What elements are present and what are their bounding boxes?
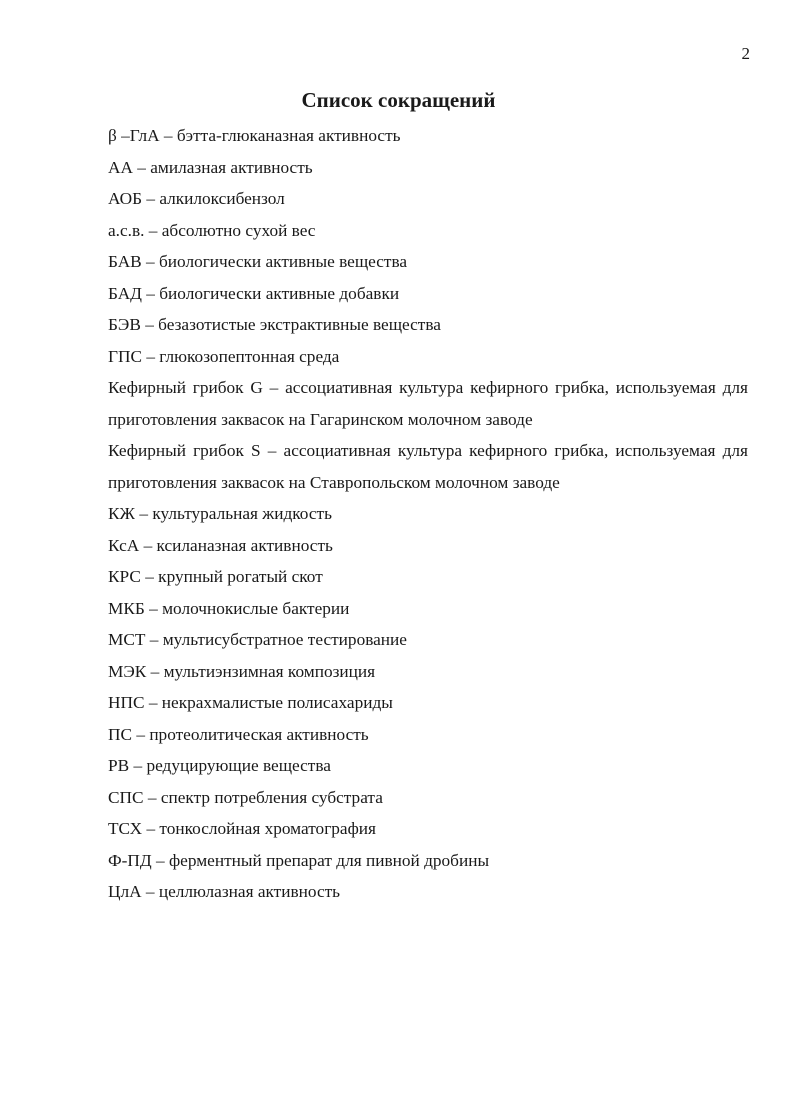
dash-separator: – — [146, 283, 155, 303]
abbreviation-entry — [108, 561, 748, 593]
dash-separator: – — [146, 819, 156, 838]
dash-separator: – — [145, 315, 154, 334]
dash-separator: – — [146, 189, 155, 208]
dash-separator: – — [267, 441, 277, 460]
abbreviation-entry — [108, 687, 748, 719]
dash-separator: – — [146, 252, 155, 271]
dash-separator: – — [147, 787, 157, 807]
abbreviation-entry — [108, 498, 748, 530]
abbreviation-definition: ксиланазная активность — [156, 535, 333, 555]
dash-separator: – — [148, 693, 158, 712]
abbreviation-term: БАВ — [108, 252, 142, 271]
abbreviation-term: ПС — [108, 724, 133, 744]
abbreviation-definition: амилазная активность — [150, 157, 313, 177]
abbreviation-definition: целлюлазная активность — [158, 882, 341, 901]
abbreviation-term: КЖ — [108, 504, 136, 523]
abbreviation-term: РВ — [108, 756, 130, 775]
abbreviation-entry — [108, 120, 748, 152]
abbreviation-definition: культуральная жидкость — [152, 504, 332, 523]
abbreviation-definition: ферментный препарат для пивной дробины — [168, 850, 490, 870]
abbreviation-definition: спектр потребления субстрата — [160, 787, 383, 807]
page-title: Список сокращений — [301, 88, 496, 112]
page-number: 2 — [741, 44, 750, 63]
abbreviation-term: КРС — [108, 567, 141, 586]
abbreviation-entry — [108, 813, 748, 845]
abbreviation-definition: тонкослойная хроматография — [159, 819, 376, 838]
dash-separator: – — [150, 661, 160, 681]
abbreviation-entry — [108, 624, 748, 656]
abbreviation-definition: мультисубстратное тестирование — [162, 630, 407, 649]
dash-separator: – — [149, 630, 159, 649]
abbreviation-definition: редуцирующие вещества — [146, 756, 331, 775]
abbreviation-list — [108, 120, 748, 908]
abbreviation-entry — [108, 246, 748, 278]
abbreviation-entry — [108, 782, 748, 814]
abbreviation-term: Кефирный грибок S — [108, 441, 261, 460]
abbreviation-entry — [108, 845, 748, 877]
dash-separator: – — [148, 220, 158, 240]
abbreviation-entry — [108, 876, 748, 908]
abbreviation-definition: биологически активные вещества — [159, 252, 408, 271]
abbreviation-entry — [108, 341, 748, 373]
abbreviation-entry — [108, 215, 748, 247]
abbreviation-term: а.с.в. — [108, 220, 145, 240]
abbreviation-entry — [108, 152, 748, 184]
abbreviation-term: ЦлА — [108, 882, 142, 901]
abbreviation-term: БАД — [108, 283, 142, 303]
dash-separator: – — [145, 882, 155, 901]
abbreviation-entry — [108, 309, 748, 341]
abbreviation-entry — [108, 750, 748, 782]
abbreviation-definition: абсолютно сухой вес — [161, 220, 316, 240]
abbreviation-term: β –ГлА — [108, 126, 160, 145]
abbreviation-term: ГПС — [108, 346, 142, 366]
abbreviation-entry — [108, 435, 748, 498]
dash-separator: – — [145, 567, 154, 586]
abbreviation-entry — [108, 278, 748, 310]
abbreviation-definition: безазотистые экстрактивные вещества — [158, 315, 441, 334]
dash-separator: – — [163, 126, 173, 145]
abbreviation-definition: молочнокислые бактерии — [162, 598, 350, 618]
abbreviation-definition: некрахмалистые полисахариды — [161, 693, 393, 712]
abbreviation-definition: бэтта-глюканазная активность — [176, 126, 401, 145]
abbreviation-term: МКБ — [108, 598, 145, 618]
abbreviation-definition: крупный рогатый скот — [158, 567, 323, 586]
dash-separator: – — [149, 598, 158, 618]
abbreviation-definition: алкилоксибензол — [159, 189, 285, 208]
dash-separator: – — [146, 346, 155, 366]
abbreviation-term: АА — [108, 157, 133, 177]
abbreviation-definition: биологически активные добавки — [159, 283, 400, 303]
abbreviation-entry — [108, 593, 748, 625]
abbreviation-definition: ассоциативная культура кефирного грибка, используемая для приготовления заквасок на Ставропольском молочном заводе — [108, 441, 748, 492]
abbreviation-term: МЭК — [108, 661, 147, 681]
abbreviation-definition: ассоциативная культура кефирного грибка, используемая для приготовления заквасок на Гагаринском молочном заводе — [108, 378, 748, 429]
abbreviation-entry — [108, 719, 748, 751]
dash-separator: – — [139, 504, 148, 523]
dash-separator: – — [136, 724, 145, 744]
abbreviation-definition: протеолитическая активность — [149, 724, 369, 744]
abbreviation-term: ТСХ — [108, 819, 143, 838]
abbreviation-term: Кефирный грибок G — [108, 378, 263, 397]
abbreviation-term: НПС — [108, 693, 145, 712]
dash-separator: – — [137, 157, 146, 177]
dash-separator: – — [156, 850, 165, 870]
abbreviation-term: СПС — [108, 787, 144, 807]
abbreviation-term: АОБ — [108, 189, 143, 208]
abbreviation-term: КсА — [108, 535, 140, 555]
dash-separator: – — [143, 535, 153, 555]
abbreviation-definition: мультиэнзимная композиция — [163, 661, 376, 681]
abbreviation-term: МСТ — [108, 630, 146, 649]
dash-separator: – — [269, 378, 279, 397]
abbreviation-entry — [108, 656, 748, 688]
abbreviation-term: Ф-ПД — [108, 850, 152, 870]
abbreviation-entry — [108, 183, 748, 215]
abbreviation-entry — [108, 530, 748, 562]
dash-separator: – — [133, 756, 143, 775]
abbreviation-definition: глюкозопептонная среда — [159, 346, 340, 366]
abbreviation-entry — [108, 372, 748, 435]
abbreviation-term: БЭВ — [108, 315, 141, 334]
